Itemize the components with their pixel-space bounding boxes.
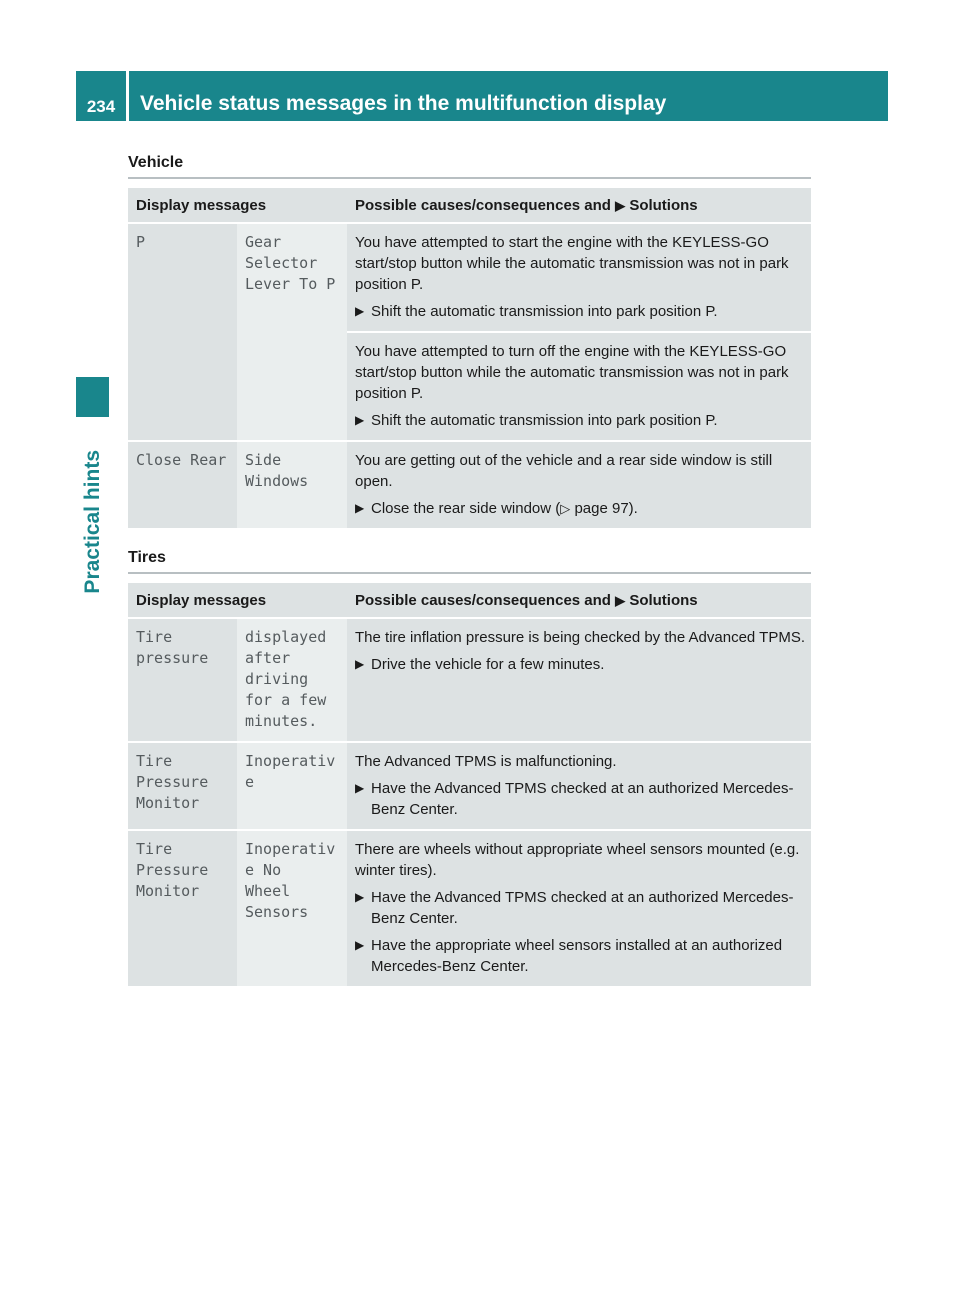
message-part-2: Side Windows (237, 442, 347, 528)
step-arrow-icon: ▶ (355, 890, 365, 904)
causes-prefix: Possible causes/consequences and (355, 591, 611, 609)
table-row (128, 442, 811, 528)
vehicle-table (128, 186, 811, 530)
cause-cell (347, 831, 811, 986)
table-header-row (128, 188, 811, 222)
message-part-2: Gear Selector Lever To P (237, 224, 347, 440)
step-text: Close the rear side window ( (371, 500, 561, 517)
step-arrow-icon: ▶ (355, 501, 365, 515)
page-reference-icon: ▷ (560, 501, 571, 516)
right-triangle-icon: ▶ (615, 197, 626, 213)
cause-text: The Advanced TPMS is malfunctioning. (355, 753, 617, 770)
cause-cell (347, 743, 811, 829)
solution-step (355, 887, 805, 929)
solution-step (355, 935, 805, 977)
table-row (128, 743, 811, 829)
step-text: Have the Advanced TPMS checked at an authorized Mercedes-Benz Center. (371, 889, 794, 927)
column-header-display-messages: Display messages (128, 188, 347, 222)
step-arrow-icon: ▶ (355, 938, 365, 952)
step-arrow-icon: ▶ (355, 304, 365, 318)
solution-step (355, 654, 805, 675)
cause-text: There are wheels without appropriate wheel sensors mounted (e.g. winter tires). (355, 841, 800, 879)
page-reference-link[interactable]: page 97). (574, 500, 638, 517)
step-text: Shift the automatic transmission into park position P. (371, 412, 718, 429)
table-header-row (128, 583, 811, 617)
cause-text: You are getting out of the vehicle and a rear side window is still open. (355, 452, 773, 490)
message-part-2: Inoperativ e (237, 743, 347, 829)
solution-step (355, 410, 805, 431)
message-part-1: Tire Pressure Monitor (128, 831, 237, 986)
message-part-1: Tire Pressure Monitor (128, 743, 237, 829)
page-title: Vehicle status messages in the multifunction display (129, 71, 888, 121)
message-part-2: displayed after driving for a few minutes. (237, 619, 347, 741)
step-text: Drive the vehicle for a few minutes. (371, 656, 605, 673)
cause-cell (347, 619, 811, 741)
solutions-label: Solutions (629, 196, 698, 214)
step-arrow-icon: ▶ (355, 781, 365, 795)
step-text: Shift the automatic transmission into park position P. (371, 303, 718, 320)
column-header-display-messages: Display messages (128, 583, 347, 617)
message-part-1: Close Rear (128, 442, 237, 528)
tires-table (128, 581, 811, 988)
column-header-causes (347, 583, 811, 617)
side-tab-label: Practical hints (80, 450, 104, 594)
section-title-vehicle: Vehicle (128, 154, 811, 179)
right-triangle-icon: ▶ (615, 592, 626, 608)
solution-step (355, 778, 805, 820)
side-tab-marker (76, 377, 109, 417)
table-row (128, 831, 811, 986)
message-part-1: P (128, 224, 237, 440)
cause-cell (347, 442, 811, 528)
column-header-causes (347, 188, 811, 222)
cause-text: You have attempted to turn off the engine with the KEYLESS-GO start/stop button while the automatic transmission was not in park position P. (355, 343, 789, 402)
solution-step (355, 301, 805, 322)
solution-step (355, 498, 805, 519)
cause-cell (347, 224, 811, 331)
cause-text: The tire inflation pressure is being checked by the Advanced TPMS. (355, 629, 805, 646)
cause-text: You have attempted to start the engine with the KEYLESS-GO start/stop button while the automatic transmission was not in park position P. (355, 234, 789, 293)
side-tab (76, 424, 109, 594)
message-part-2: Inoperativ e No Wheel Sensors (237, 831, 347, 986)
cause-cell (347, 333, 811, 440)
page-number: 234 (76, 71, 126, 121)
step-arrow-icon: ▶ (355, 413, 365, 427)
table-row (128, 619, 811, 741)
step-text: Have the Advanced TPMS checked at an authorized Mercedes-Benz Center. (371, 780, 794, 818)
step-text: Have the appropriate wheel sensors installed at an authorized Mercedes-Benz Center. (371, 937, 783, 975)
message-part-1: Tire pressure (128, 619, 237, 741)
solutions-label: Solutions (629, 591, 698, 609)
section-title-tires: Tires (128, 549, 811, 574)
causes-prefix: Possible causes/consequences and (355, 196, 611, 214)
step-arrow-icon: ▶ (355, 657, 365, 671)
table-row (128, 224, 811, 331)
